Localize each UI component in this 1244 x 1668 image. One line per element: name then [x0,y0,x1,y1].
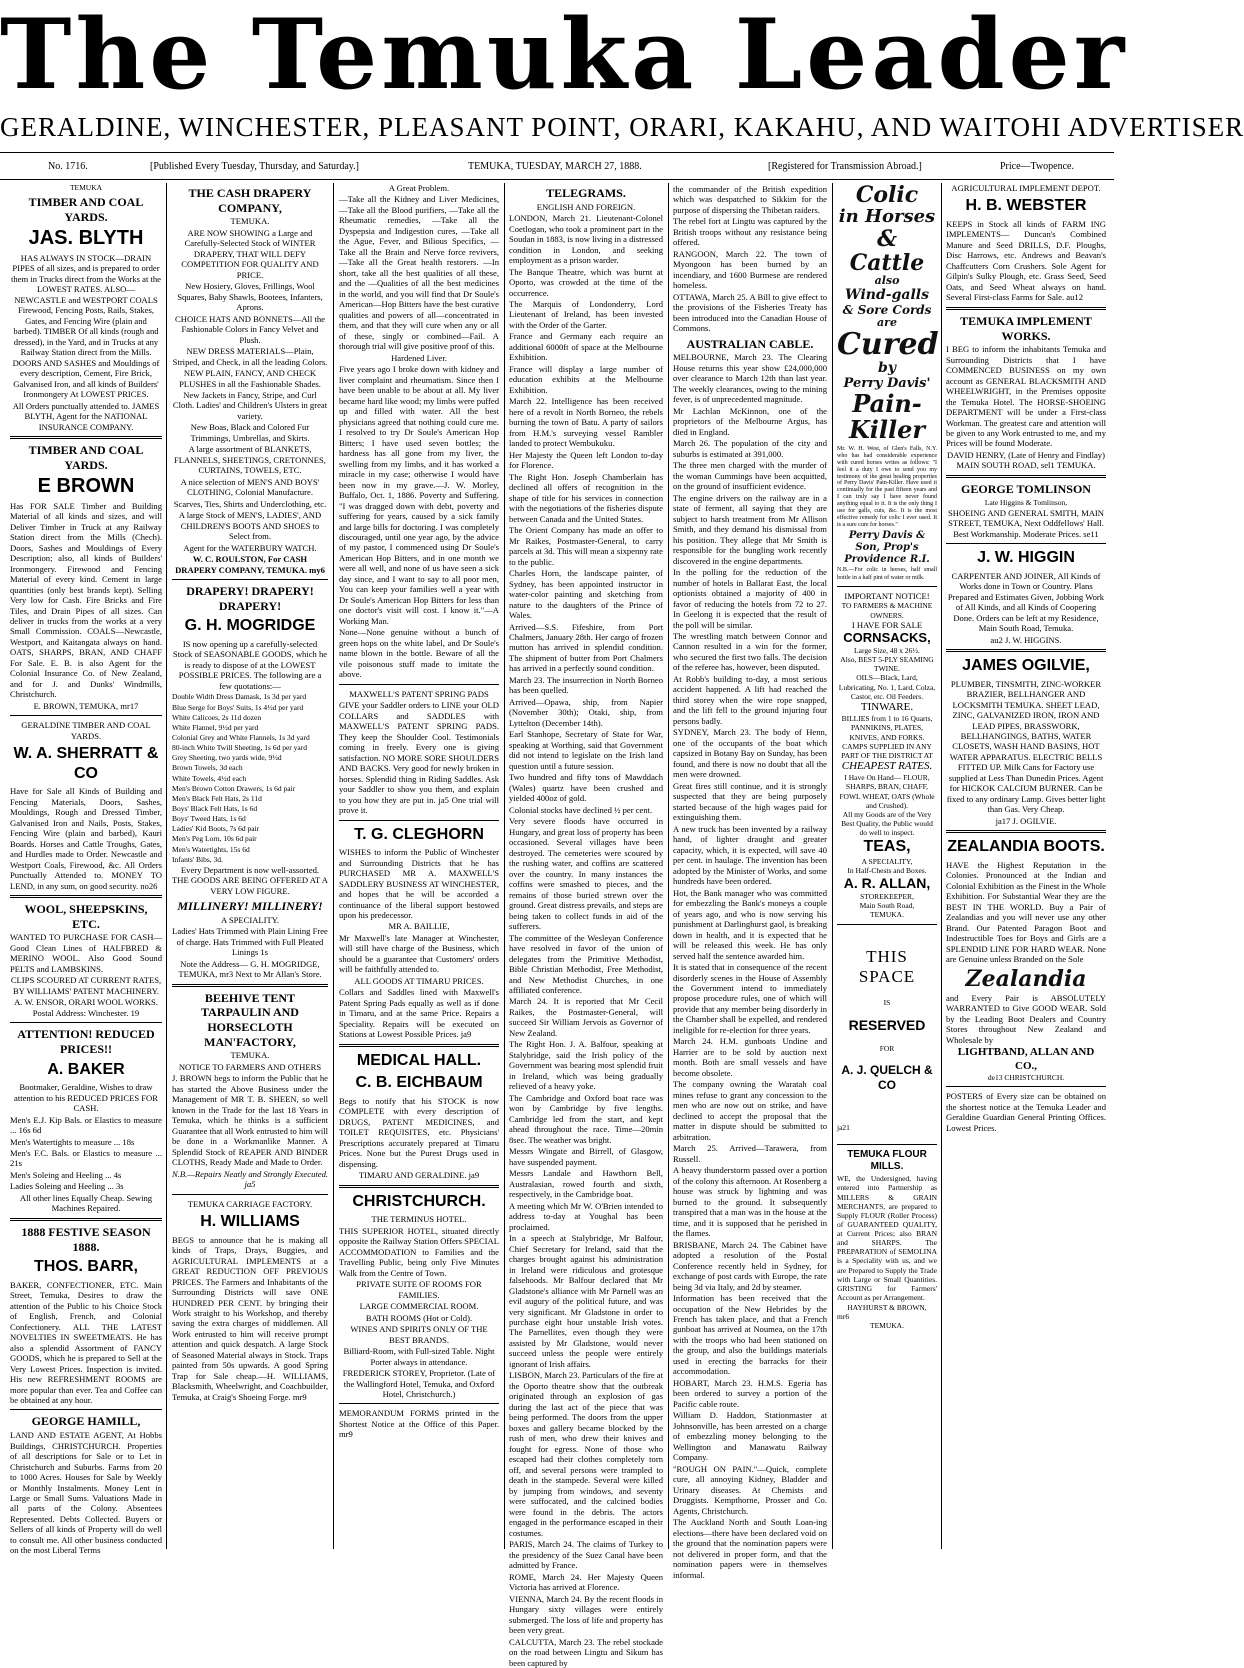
ad-location: TEMUKA. [870,910,904,920]
news-paragraph: The committee of the Wesleyan Conference have resolved in favor of the union of delegates from the Primitive Methodist, Bible Christian Methodist, Free Methodist, and New Methodist Churches, in one affiliated conference. [509,932,663,995]
advertiser-name: HAYHURST & BROWN, [847,1303,927,1313]
newspaper-subtitle: GERALDINE, WINCHESTER, PLEASANT POINT, ORARI, KAKAHU, AND WAITOHI ADVERTISER [0,112,1244,142]
ad-script-line: & Sore Cords [842,303,932,317]
ad-body: CARPENTER AND JOINER, All Kinds of Works done in Town or Country. Plans Prepared and Estimates Given, Jobbing Work of All Kinds, and all Kinds of Coopering Done. Orders can be left at my Residence, Main South Road, Temuka. [947,570,1105,634]
ad-product: CHEAPEST RATES. [841,759,933,772]
ad-body: —Take all the Kidney and Liver Medicines, —Take all the Blood purifiers, —Take all the Rheumatic remedies, —Take all the Dyspepsia and Indigestion cures, —Take all the Ague, Fever, and Bilious Specifics, —Take all the Brain and Nerve force revivers, —Take all the Great health restorers. —In short, take all the best qualities of all these, and the —Qualities of all the best medicines in the world, and you will find that Dr Soule's American—Hop Bitters have the best curative qualities and powers of all—concentrated in them, and that they will cure when any or all of these, singly or combined—Fail. A thorough trial will give positive proof of this. [339,194,499,352]
ad-body: Every Department is now well-assorted. THE GOODS ARE BEING OFFERED AT A VERY LOW FIGURE. [172,864,328,896]
separator [339,1044,499,1047]
separator [946,649,1106,652]
ad-heading: TEMUKA CARRIAGE FACTORY. [187,1198,313,1209]
price-line: Colonial Grey and White Flannels, 1s 3d yard [172,732,310,742]
ad-footer: TIMARU AND GERALDINE. ja9 [358,1170,480,1181]
ad-body: STOREKEEPER, [860,892,914,902]
separator [10,1409,162,1410]
ad-heading: MAXWELL'S PATENT SPRING PADS [349,688,489,699]
ad-location: TEMUKA [69,183,103,192]
ad-list-item: New Jackets in Fancy, Stripe, and Curl Cloth. Ladies' and Children's Ulsters in great variety. [172,390,328,421]
ad-heading: ATTENTION! REDUCED PRICES!! [17,1027,155,1056]
ad-script-line: by [878,360,896,376]
ad-footer: Note the Address— G. H. MOGRIDGE, TEMUKA, mr3 Next to Mr Allan's Store. [178,958,322,980]
advertiser-name: THOS. BARR, [34,1258,138,1276]
separator [339,820,499,821]
ad-heading: 1888 FESTIVE SEASON 1888. [21,1224,151,1254]
ad-heading: TIMBER AND COAL YARDS. [28,443,144,472]
ad-body: In Half-Chests and Boxes. [847,865,927,875]
ad-list-item: NEW DRESS MATERIALS—Plain, Striped, and Check, in all the leading Colors. [172,346,328,367]
ad-script-line: Wind-galls [845,287,929,303]
separator [339,1403,499,1404]
price-line: Blue Serge for Boys' Suits, 1s 4½d per yard [172,702,304,712]
news-paragraph: The Right Hon. Joseph Chamberlain has declined all offers of recognition in the shape of title for his services in connection with the negotiations of the fisheries dispute between Canada and the United States. [509,471,663,524]
advertiser-name: LIGHTBAND, ALLAN AND CO., [957,1046,1095,1072]
ad-body: A SPECIALITY, [861,856,913,866]
ad-code: ja21 [837,1122,850,1132]
ad-body: PLUMBER, TINSMITH, ZINC-WORKER BRAZIER, BELLHANGER AND LOCKSMITH TEMUKA. SHEET LEAD, ZINC, GALVANIZED IRON, IRON AND LEAD PIPES, BRASSWORK, BELLHANGINGS, BATHS, WATER CLOSETS, WASH HAND BASINS, HOT WATER APPARATUS. ELECTRIC BELLS FITTED UP. Milk Cans for Factory use supplied at Less Than Dunedin Prices. Agent for HICKOK CALCIUM BURNER. Can be fixed to any ordinary Lamp. Gives better light than Gas. Very Cheap. [946,678,1106,815]
ad-script-line: are [877,316,897,329]
ad-text: IS [883,998,891,1008]
ad-body: I Have On Hand— FLOUR, SHARPS, BRAN, CHAFF, FOWL WHEAT, OATS (Whole and Crushed). [839,773,935,810]
separator [837,1144,937,1145]
news-paragraph: PARIS, March 24. The claims of Turkey to the presidency of the Suez Canal have been admitted by France. [509,1539,663,1571]
price-line: Men's Peg Lorn, 10s 6d pair [172,834,257,844]
ad-body: Main South Road, [859,901,915,911]
separator [172,984,328,987]
advertiser-name: A. BAKER [47,1060,125,1078]
ad-body: All my Goods are of the Very Best Quality, the Public would do well to inspect. [841,809,933,838]
news-paragraph: Arrived—Opawa, ship, from Napier (November 30th); Otaki, ship, from Lyttelton (December 14th). [509,696,663,728]
advertiser-name: T. G. CLEGHORN [354,825,484,843]
ad-body: THIS SUPERIOR HOTEL, situated directly opposite the Railway Station Offers SPECIAL ACCOMMODATION to Families and the Travelling Public, being only Five Minutes Walk from the Centre of Town. [339,1225,500,1278]
newspaper-title: The Temuka Leader [0,0,1129,111]
news-paragraph: The Auckland North and South Loan-ing elections—there have been declared void on the ground that the nomination papers were not delivered in proper form, and that the nomination papers were in themselves informal. [673,1517,827,1580]
news-paragraph: The rebel fort at Lingtu was captured by the British troops without any resistance being offered. [673,216,827,248]
news-paragraph: In a speech at Stalybridge, Mr Balfour, Chief Secretary for Ireland, said that the charges brought against his administration in Ireland were ridiculous and grotesque falsehoods. Mr Balfour declared that Mr Gladstone's alliance with Mr Parnell was an evil augury of the political future, and was very significant. Mr Gladstone in order to purchase eight hour unstable Irish votes. The Parnellites, even though they were assisted by Mr Gladstone, would never succeed unless the people were entirely ignorant of Irish affairs. [509,1233,663,1369]
ad-list-item: A large assortment of BLANKETS, FLANNELS, SHEETINGS, CRETONNES, CURTAINS, TOWELS, ETC. [174,444,326,476]
separator [946,830,1106,833]
price-line: Men's Watertights, 15s 6d [172,844,250,854]
ad-script-line: & Cattle [849,226,925,276]
news-paragraph: The Cambridge and Oxford boat race was won by Cambridge by five lengths. Cambridge led from the start, and kept ahead throughout the race. Time—20min 8sec. The weather was bright. [509,1092,663,1145]
ad-heading: THE CASH DRAPERY COMPANY, [188,186,312,215]
ad-list-item: Agent for the WATERBURY WATCH. [183,542,317,553]
ad-text: THIS SPACE [858,946,916,987]
news-paragraph: A new truck has been invented by a railway hand, of lighter draught and greater capacity, which, it is expected, will save 40 per cent. in haulage. The invention has been adopted by the Minister of Works, and some hundreds have been ordered. [673,823,827,887]
advertiser-name: H. WILLIAMS [200,1213,300,1231]
ad-body: and Every Pair is ABSOLUTELY WARRANTED to Give GOOD WEAR. Sold by the Leading Boot Dealers and Country Stores throughout New Zealand and Wholesale by [946,992,1106,1045]
ad-list-item: New Hosiery, Gloves, Frillings, Wool Squares, Baby Shawls, Bootees, Infanters, Aprons. [177,281,323,313]
price-line: Infants' Bibs, 3d. [172,854,223,864]
price-line: Boys' Black Felt Hats, 1s 6d [172,803,258,813]
news-paragraph: Messrs Landale and Hawthorn Bell, Australasian, rowed fourth and sixth, respectively, in the Cambridge boat. [509,1168,663,1200]
ad-heading: IMPORTANT NOTICE! [844,590,930,601]
advertiser-name: GEORGE TOMLINSON [961,481,1091,496]
ad-body: MEMORANDUM FORMS printed in the Shortest Notice at the Office of this Paper. mr9 [339,1408,499,1440]
advertiser-name: H. B. WEBSTER [965,197,1087,215]
news-paragraph: Very severe floods have occurred in Hungary, and great loss of property has been occasioned. Several villages have been destroyed. The cemeteries were scoured by the rushing water, and coffins are scattered over the country. In many instances the coffins were smashed to pieces, and the remains of those buried strewn over the ground. Great distress prevails, and steps are being taken to collect funds in aid of the sufferers. [509,816,663,932]
ad-script-line: Colic [855,182,919,208]
ad-list-item: A nice selection of MEN'S AND BOYS' CLOTHING, Colonial Manufacture. [180,476,320,498]
news-paragraph: MELBOURNE, March 23. The Clearing House returns this year show £24,000,000 over clearance to March 12th than last year. The weekly clearances, owing to the mining fever, is of unprecedented magnitude. [673,352,827,405]
news-paragraph: Information has been received that the occupation of the New Hebrides by the French has taken place, and that a French gunboat has arrived at Noumea, on the 17th with the troops who had been stationed on the group, and also the buildings materials used in erecting the barracks for their accommodation. [673,1293,827,1377]
news-paragraph: The wrestling match between Connor and Cannon resulted in a win for the former, who secured the first two falls. The decision of the referee has, however, been disputed. [673,631,827,673]
ad-list-item: BATH ROOMS (Hot or Cold). [365,1312,473,1323]
ad-note: N.B.—For colic in horses, half small bottle in a half pint of water or milk. [837,567,937,581]
ad-body: BAKER, CONFECTIONER, ETC. Main Street, Temuka, Desires to draw the attention of the Public to his Choice Stock of English, French, and Colonial Confectionery. ALL THE LATEST NOVELTIES IN SWEETMEATS. He has also a splendid Assortment of FANCY GOODS, which he is prepared to Sell at the Very Lowest Prices. Inspection is invited. His new REFRESHMENT ROOMS are more popular than ever. Tea and Coffee can be obtained at any hour. [10,1279,162,1405]
column-2 [172,183,328,1549]
ad-list-item: NEW PLAIN, FANCY, AND CHECK PLUSHES in all the Fashionable Shades. [179,368,321,389]
ad-heading: DRAPERY! DRAPERY! DRAPERY! [186,584,314,613]
separator [946,543,1106,544]
section-heading: AUSTRALIAN CABLE. [686,336,814,351]
advertiser-name: GEORGE HAMILL, [31,1414,141,1429]
news-paragraph: France and Germany each require an additional 6000ft of space at the Melbourne Exhibition. [509,331,663,363]
separator [837,586,937,587]
ad-text: FOR [879,1044,895,1054]
ad-subheading: TO FARMERS & MACHINE OWNERS. [841,601,933,620]
ad-body: Has FOR SALE Timber and Building Material of all kinds and sizes, and will Deliver Timber in Truck at any Railway Station direct from the Mills (Chech). Doors, Sashes and Mouldings of Every Description; also, all kinds of Builders' Ironmongery. Firewood and Fencing Material of every kind. Cement in large quantities (only best brands kept). Selling Very low for Cash. Fire Bricks and Fire Tiles, and Drain Pipes of all sizes. Can deliver in trucks from the works at a very Small Commission. COALS—Newcastle, Westport, and Kaitangata always on hand. OATS, SHARPS, BRAN, AND CHAFF For Sale. E. B. is also Agent for the Colonial Insurance Co. of New Zealand, and for J. and Dunks' Windmills, Christchurch. [10,500,162,700]
ad-testimonial: Mr. W. H. West, of Glen's Falls, N.Y. who has had considerable experience with cured horses writes as follows: "I feel it a duty I owe to send you my testimony of the great healing properties of Perry Davis' Pain-Killer. Have used it continually for the past fifteen years and I can truly say I have never found anything equal to it. It is the only thing I use for galls, cuts, &c. It is the most effective remedy for colic I ever used. It is a sure cure for horses." [837,446,937,528]
ad-code: mr6 [837,1312,850,1322]
price-line: Men's Soleing and Heeling ... 4s [10,1169,122,1180]
news-paragraph: HOBART, March 23. H.M.S. Egeria has been ordered to survey a portion of the Pacific cable route. [673,1377,827,1409]
ad-heading: MILLINERY! MILLINERY! [177,899,323,914]
ad-script-line: in Horses [838,206,936,227]
column-5-cables [673,183,827,1580]
ad-body: HAS ALWAYS IN STOCK—DRAIN PIPES of all sizes, and is prepared to order them in Trucks direct from the Works at the LOWEST RATES. ALSO— NEWCASTLE and WESTPORT COALS Firewood, Fencing Posts, Rails, Stakes, Gates, and Fencing Wire (plain and barbed). TIMBER Of all kinds (rough and dressed), in the Yard, and in Trucks at any Railway Station direct from the Mills. DOORS AND SASHES and Mouldings of every description, Cement, Fire Brick, Galvanised Iron, and all kinds of Builders' Ironmongery At LOWEST PRICES. [11,252,161,400]
news-paragraph: Colonial stocks have declined ½ per cent. [509,804,653,815]
price-line: Men's E.J. Kip Bals. or Elastics to measure ... 16s 6d [10,1114,162,1136]
news-paragraph: March 26. The population of the city and suburbs is estimated at 391,000. [673,438,827,459]
news-paragraph: Arrived—S.S. Fifeshire, from Port Chalmers, January 28th. Her cargo of frozen mutton has arrived in splendid condition. The shipment of butter from Port Chalmers has arrived in a perfectly sound condition. [509,621,663,674]
ad-body: ALL GOODS AT TIMARU PRICES. [354,975,484,986]
price-line: Grey Sheeting, two yards wide, 9½d [172,753,282,763]
ad-body: Begs to notify that his STOCK is now COMPLETE with every description of DRUGS, PATENT MEDICINES, and TOILET REQUISITES, etc. Physicians' Prescriptions accurately prepared at Timaru Prices. None but the Purest Drugs used in dispensing. [339,1095,499,1169]
ad-body: IS now opening up a carefully-selected Stock of SEASONABLE GOODS, which he is ready to dispose of at the LOWEST POSSIBLE PRICES. The following are a few quotations:— [172,639,328,691]
ad-heading: TEMUKA IMPLEMENT WORKS. [960,313,1092,343]
price-line: Men's F.C. Bals. or Elastics to measure ... 21s [10,1147,162,1169]
ad-body: Bootmaker, Geraldine, Wishes to draw attention to his REDUCED PRICES FOR CASH. [14,1082,158,1114]
ad-script-line: Killer [848,415,926,444]
column-rule [832,183,833,1549]
advertiser-name: G. H. MOGRIDGE [184,617,316,635]
news-paragraph: Messrs Wingate and Birrell, of Glasgow, have suspended payment. [509,1146,663,1167]
ad-heading: WOOL, SHEEPSKINS, ETC. [24,902,148,931]
ad-script-line: Pain- [852,389,922,418]
ad-code: de13 CHRISTCHURCH. [987,1072,1065,1082]
ad-body: WE, the Undersigned, having entered into Partnership as MILLERS & GRAIN MERCHANTS, are prepared to Supply FLOUR (Roller Process) of GUARANTEED QUALITY, at Current Prices; also BRAN and SHARPS. The PREPARATION of SEMOLINA is a Speciality with us, and we are Prepared to Supply the Trade with Large or Small Quantities. GRISTING for Farmers' Account as per Arrangement. [837,1174,937,1303]
news-paragraph: Earl Stanhope, Secretary of State for War, speaking at Worthing, said that Government did not intend to legislate on the Irish land question until a future session. [509,729,663,771]
advertiser-name: A. J. QUELCH & CO [841,1063,933,1093]
news-paragraph: LISBON, March 23. Particulars of the fire at the Oporto theatre show that the outbreak originated through an explosion of gas during the last act of the piece that was being performed. The doors from the upper boxes and gallery became blocked by the rush of men, who drew their knives and fought for egress. None of those who escaped had their clothes completely torn off, and several persons were trampled to death in the stampede. Several were killed by jumping from windows, and seventy were suffocated, and the calcined bodies were found in the debris. The actors engaged in the performance escaped in their costumes. [509,1370,663,1538]
column-rule [504,183,505,1549]
ad-text: RESERVED [848,1017,926,1034]
advertiser-name: W. A. SHERRATT & CO [13,745,159,782]
ad-footer: N.B.—Repairs Neatly and Strongly Executed. ja5 [172,1168,329,1190]
news-paragraph: It is stated that in consequence of the recent disorderly scenes in the House of Assembly the Government intend to immediately propose procedure rules, one of which will provide that any member being disorderly in the Chamber shall be expelled, and rendered ineligible for re-election for three years. [673,962,827,1035]
separator [10,715,162,716]
news-paragraph: Hot, the Bank manager who was committed for embezzling the Bank's moneys a couple of years ago, and who is now serving his punishment at Darlinghurst gaol, is breaking down in health, and it is expected that he will be released this week. He has only served half the sentence awarded him. [673,887,827,961]
news-paragraph: The three men charged with the murder of the woman Cummings have been acquitted, on the ground of insufficient evidence. [673,460,827,492]
ad-signature-city: Providence R.I. [844,554,930,566]
separator [339,1185,499,1188]
ad-body: I HAVE FOR SALE [851,619,923,630]
ad-heading: BEEHIVE TENT TARPAULIN AND HORSECLOTH MAN'FACTORY, [201,990,299,1049]
separator [946,1086,1106,1087]
ad-script-line: Perry Davis' [843,376,931,391]
ad-script-line: Cured [837,327,939,362]
news-paragraph: March 23. The insurrection in North Borneo has been quelled. [509,674,663,696]
price-line: Men's Black Felt Hats, 2s 11d [172,793,262,803]
advertiser-name: JAS. BLYTH [28,227,144,250]
news-paragraph: Two hundred and fifty tons of Mawddach (Wales) quartz have been crushed and yielded 400oz of gold. [509,772,663,804]
ad-heading: MEDICAL HALL. [356,1051,482,1069]
ad-footer: W. C. ROULSTON, For CASH DRAPERY COMPANY, TEMUKA. my6 [175,554,325,575]
ad-footer: FREDERICK STOREY, Proprietor. (Late of the Wallingford Hotel, Temuka, and Oxford Hotel, Christchurch.) [342,1368,496,1399]
ad-list-item: Scarves, Ties, Shirts and Underclothing, etc. [173,498,327,509]
separator [172,579,328,580]
ad-signature: Perry Davis & Son, Prop's [848,529,926,553]
news-paragraph: March 24. It is reported that Mr Cecil Raikes, the Postmaster-General, will succeed Sir William Jervois as Governor of New Zealand. [509,996,663,1038]
column-6 [837,183,937,1549]
ad-body: Collars and Saddles lined with Maxwell's Patent Spring Pads equally as well as if done in Timaru, and at the same Price. Repairs a Speciality. Repairs will be executed on Stations at Lowest Possible Prices. ja9 [339,987,499,1040]
news-paragraph: The Orient Company has made an offer to Mr Raikes, Postmaster-General, to carry parcels at 3d. This will mean a sixpenny rate to the public. [509,525,663,567]
news-paragraph: William D. Haddon, Stationmaster at Johnsonville, has been arrested on a charge of embezzling money belonging to the Wellington and Manawatu Railway Company. [673,1410,827,1463]
ad-heading: TEMUKA FLOUR MILLS. [847,1148,927,1173]
ad-heading: TIMBER AND COAL YARDS. [28,195,144,224]
ad-body: SHOEING AND GENERAL SMITH, MAIN STREET, TEMUKA, Next Oddfellows' Hall. Best Workmanship. Moderate Prices. se11 [947,507,1105,539]
ad-body: Large Size, 48 x 26½. [854,645,920,655]
ad-list-item: A large Stock of MEN'S, LADIES', AND CHILDREN'S BOOTS AND SHOES to Select from. [178,510,322,542]
masthead [0,0,1129,112]
ad-body: CAMPS SUPPLIED IN ANY PART OF THE DISTRICT AT [841,741,933,760]
separator [946,307,1106,310]
ad-footer: ja17 J. OGILVIE. [995,815,1057,826]
ad-script-line: also [874,274,900,287]
advertiser-name: E BROWN [37,475,135,498]
column-rule [941,183,942,1549]
price-line: Boys' Tweed Hats, 1s 6d [172,814,246,824]
zealandia-script-logo: Zealandia [965,965,1087,992]
news-paragraph: Her Majesty the Queen left London to-day for Florence. [509,449,663,471]
news-paragraph: The company owning the Waratah coal mines refuse to grant any concession to the men who are now out on strike, and have declined to accept the proposal that the matter in dispute should be submitted to arbitration. [673,1079,827,1142]
price-line: Men's Watertights to measure ... 18s [10,1136,135,1147]
ad-product: TINWARE. [860,700,914,713]
price-line: White Calicoes, 2s 11d dozen [172,712,262,722]
separator [10,436,162,439]
column-rule [333,183,334,1549]
section-subheading: ENGLISH AND FOREIGN. [536,201,636,212]
news-paragraph: OTTAWA, March 25. A Bill to give effect to the provisions of the Fisheries Treaty has been introduced into the Canadian House of Commons. [673,291,827,334]
ad-body: ARE NOW SHOWING a Large and Carefully-Selected Stock of WINTER DRAPERY, THAT WILL DEFY COMPETITION FOR QUALITY AND PRICE. [181,227,319,280]
news-paragraph: CALCUTTA, March 23. The rebel stockade on the road between Lingtu and Sikum has been captured by [509,1636,663,1668]
ad-location: TEMUKA. [230,216,270,227]
section-heading: TELEGRAMS. [546,186,626,200]
ad-list-item: LARGE COMMERCIAL ROOM. [359,1301,479,1312]
ad-body: J. BROWN begs to inform the Public that he has started the Above Business under the Management of MR T. B. SHEEN, so well known in the Trade for the last 18 Years in Temuka, which he thinks is a sufficient Guarantee that all Work entrusted to him will be done in a Workmanlike Manner. A Splendid Stock of REAPER AND BINDER CLOTHS, Ready Made and Made to Order. [172,1073,328,1168]
news-paragraph: SYDNEY, March 23. The body of Henn, one of the occupants of the boat which capsized in Botany Bay on Sunday, has been found, and there is now no doubt that all the men were drowned. [673,727,827,780]
ad-body: WISHES to inform the Public of Winchester and Surrounding Districts that he has PURCHASED MR A. MAXWELL'S SADDLERY BUSINESS AT WINCHESTER, and hopes that he will be accorded a continuance of the liberal support bestowed upon his predecessor. [339,847,499,920]
column-4-telegrams [509,183,663,1668]
ad-heading: CHRISTCHURCH. [352,1192,486,1210]
ad-location: TEMUKA. [870,1321,904,1331]
ad-list-item: WINES AND SPIRITS ONLY OF THE BEST BRANDS. [350,1324,488,1345]
news-paragraph: Mr Lachlan McKinnon, one of the proprietors of the Melbourne Argus, has died in England. [673,405,827,437]
separator [10,1022,162,1023]
price-line: Men's Brown Cotton Drawers, 1s 6d pair [172,783,296,793]
price-line: Ladies' Kid Boots, 7s 6d pair [172,824,260,834]
news-paragraph: Charles Horn, the landscape painter, of Sydney, has been appointed instructor in water-color painting and sketching from nature to the daughters of the Prince of Wales. [509,568,663,621]
news-paragraph: A heavy thunderstorm passed over a portion of the colony this afternoon. At Rosenberg a house was struck by lightning and was burned to the ground. It subsequently transpired that a man was in the house at the time, and it is supposed that he perished in the flames. [673,1165,827,1239]
news-paragraph: March 25. Arrived—Tarawera, from Russell. [673,1143,827,1164]
ad-list-item: Billiard-Room, with Full-sized Table. Night Porter always in attendance. [343,1346,495,1367]
advertiser-name: JAMES OGILVIE, [962,657,1090,675]
ad-footer: au2 J. W. HIGGINS. [990,634,1062,645]
ad-body: I BEG to inform the inhabitants Temuka and Surrounding Districts that I have COMMENCED BUSINESS on my own account as GENERAL BLACKSMITH AND WHEELWRIGHT, in the Premises opposite the Temuka Hotel. The HORSE-SHOEING DEPARTMENT will be under a First-class Workman. The greatest care and attention will be given to any Work entrusted to me, and my Prices will be found Moderate. [946,344,1106,449]
separator [837,924,937,925]
column-7 [946,183,1106,1549]
ad-product: TEAS, [863,838,911,856]
place-and-date: TEMUKA, TUESDAY, MARCH 27, 1888. [468,161,642,172]
news-paragraph: RANGOON, March 22. The town of Myongoon has been burned by an incendiary, and 1600 Burmese are rendered homeless. [673,248,827,291]
news-paragraph: The Marquis of Londonderry, Lord Lieutenant of Ireland, has been invested with the Order of the Garter. [509,298,663,330]
ad-body: LAND AND ESTATE AGENT, At Hobbs Buildings, CHRISTCHURCH. Properties of all descriptions for Sale or to Let in Christchurch and Suburbs. Farms from 20 to 1000 Acres. Houses for Sale by Weekly or Monthly Instalments. Money Lent in Large or Small Sums. Valuations Made in all parts of the Colony. Absentees Represented. Debts Collected. Buyers or Sellers of all kinds of Property will do well to consult me. All other business conducted on the most Liberal Terms [10,1430,162,1556]
news-paragraph: The Banque Theatre, which was burnt at Oporto, was crowded at the time of the occurrence. [509,266,663,298]
news-paragraph: Great fires still continue, and it is strongly suspected that they are being purposely started because of the high wages paid for extinguishing them. [673,780,827,823]
ad-subheading: A SPECIALITY. [220,914,280,925]
ad-list-item: New Boas, Black and Colored Fur Trimmings, Umbrellas, and Skirts. [190,422,310,443]
price-line: 80-inch White Twill Sheeting, 1s 6d per yard [172,743,308,753]
ad-location: TEMUKA. [230,1050,270,1061]
ad-body: CLIPS SCOURED AT CURRENT RATES, BY WILLIAMS' PATENT MACHINERY. [10,975,162,996]
news-paragraph: France will display a large number of education exhibits at the Melbourne Exhibition. [509,363,663,395]
ad-list-item: PRIVATE SUITE OF ROOMS FOR FAMILIES. [356,1279,482,1300]
ad-body: WANTED TO PURCHASE FOR CASH—Good Clean Lines of HALFBRED & MERINO WOOL. Also Good Sound PELTS and LAMBSKINS. [10,932,162,974]
issue-number: No. 1716. [48,161,88,172]
ad-body: Five years ago I broke down with kidney and liver complaint and rheumatism. Since then I have been unable to be about at all. My liver became hard like wood; my limbs were puffed up and filled with water. All the best physicians agreed that nothing could cure me. I resolved to try Dr Soule's American Hop Bitters; I have used seven bottles; the hardness has all gone from my liver, the swelling from my limbs, and it has worked a miracle in my case; otherwise I would have been now in my grave.—J. W. Morley, Buffalo, Oct. 1, 1886. Poverty and Suffering. "I was dragged down with debt, poverty and suffering for years, caused by a sick family and large bills for doctoring. I was completely discouraged, until one year ago, by the advice of my pastor, I commenced using Dr Soule's American Hop Bitters, and in one month we were all well, and none of us have seen a sick day since, and I want to say to all poor men, You can keep your families well a year with Dr Soule's American Hop Bitters for less than one doctor's visit will cost. I know it."—A Working Man. [339,364,499,626]
ad-body: HAVE the Highest Reputation in the Colonies. Pronounced at the Indian and Colonial Exhibition as the Finest in the Whole Exhibition. For Substantial Wear they are the BEST IN THE WORLD. Buy a Pair of Zealandias and you will never use any other Brand. Our Patented Paragon Boot and Indestructible Toes for Boys and Girls are a SPLENDID LINE FOR HARD WEAR. None are Genuine unless Branded on the Sole [946,859,1106,965]
ad-body: OILS—Black, Lard, Lubricating, No. 1, Lard, Colza, Castor, etc. Oil Feeders. [838,673,936,701]
ad-body: BEGS to announce that he is making all kinds of Traps, Drays, Buggies, and AGRICULTURAL IMPLEMENTS at a GREAT REDUCTION OFF PREVIOUS PRICES. The Farmers and Inhabitants of the Surrounding Districts will save ONE HUNDRED PER CENT. by bringing their Work straight to his Workshop, and thereby saving the extra charges of middlemen. All Work entrusted to him will receive prompt attention and quick despatch. A large Stock of Seasoned Material always in Stock. Traps painted from 50s upwards. A good Spring Trap for Sale cheap.—H. WILLIAMS, Blacksmith, Wheelwright, and Coachbuilder, Temuka, at Craig's Shoeing Forge. mr9 [172,1234,328,1402]
ad-product: CORNSACKS, [843,630,931,646]
ad-body: GIVE your Saddler orders to LINE your OLD COLLARS and SADDLES with MAXWELL'S PATENT SPRING PADS. They keep the Shoulder Cool. Testimonials coming in freely. Every one is giving satisfaction. NO MORE SORE SHOULDERS AND BACKS. Very good for newly broken in horses. Splendid thing in Riding Saddles. Ask your Saddler to show you them, and explain to you how they are put in. ja5 One trial will prove it. [339,700,499,816]
ad-footer: DAVID HENRY, (Late of Henry and Findlay) MAIN SOUTH ROAD, sel1 TEMUKA. [947,449,1105,471]
price: Price—Twopence. [1000,161,1074,172]
publication-schedule: [Published Every Tuesday, Thursday, and Saturday.] [150,161,359,172]
news-paragraph: March 24. H.M. gunboats Undine and Harrier are to be sold by auction next month. Both are small vessels and have become obsolete. [673,1036,827,1078]
column-rule [166,183,167,1549]
ad-body: None—None genuine without a bunch of green hops on the white label, and Dr Soule's name blown in the bottle. Beware of all the vile poisonous stuff made to imitate the above. [339,627,499,680]
advertiser-name: J. W. HIGGIN [977,549,1075,567]
reserved-space-ad [837,929,937,1140]
ad-subheading: NOTICE TO FARMERS AND OTHERS [178,1061,322,1072]
separator [172,1194,328,1195]
separator [10,895,162,898]
separator [339,684,499,685]
ad-footer: E. BROWN, TEMUKA, mr17 [33,700,139,711]
ad-heading: AGRICULTURAL IMPLEMENT DEPOT. [951,183,1101,193]
price-line: Double Width Dress Damask, 1s 3d per yard [172,692,307,702]
price-line: Brown Towels, 3d each [172,763,243,773]
ad-subheading: Late Higgins & Tomlinson, [984,497,1068,507]
news-paragraph: VIENNA, March 24. By the recent floods in Hungary sixty villages were entirely submerged. The loss of life and property has been very great. [509,1593,663,1636]
news-paragraph: A meeting which Mr W. O'Brien intended to address to-day at Youghal has been proclaimed. [509,1200,663,1232]
ad-subheading: MR A. BAILLIE, [388,921,450,932]
ad-heading: GERALDINE TIMBER AND COAL YARDS. [21,720,151,741]
ad-footer: A. W. ENSOR, ORARI WOOL WORKS. Postal Address: Winchester. 19 [14,997,158,1018]
price-line: White Flannel, 9½d per yard [172,722,259,732]
advertiser-name: A. R. ALLAN, [843,875,931,892]
separator [946,475,1106,478]
news-paragraph: the commander of the British expedition which was despatched to Sikkim for the purpose of dispersing the Thibetan raiders. [673,184,827,215]
registration-note: [Registered for Transmission Abroad.] [768,161,922,172]
news-paragraph: LONDON, March 21. Lieutenant-Colonel Coetlogan, who took a prominent part in the Soudan in 1883, is now living in a distressed condition in London, and seeking employment as a prison warder. [509,213,663,266]
ad-body: Also, BEST 5-PLY SEAMING TWINE. [840,655,934,674]
ad-list-item: CHOICE HATS AND BONNETS—All the Fashionable Colors in Fancy Velvet and Plush. [175,313,325,345]
news-paragraph: In the polling for the reduction of the number of hotels in Ballarat East, the local optionists obtained a majority of 400 in favor of reducing the hotels from 72 to 27. In Geelong it is expected that the result of the poll will be similar. [673,567,827,630]
ad-body: KEEPS in Stock all kinds of FARM ING IMPLEMENTS— Duncan's Combined Manure and Seed DRILLS, D.F. Ploughs, Disc Harrows, etc. Andrews and Beavan's Chaffcutters Corn Crushers. Sole Agent for Gilpin's Sulky Plough, etc. Grass Seed, Seed Oats, and Seed Wheat always on hand. Several First-class Farms for Sale. au12 [946,219,1106,303]
ad-body: Have for Sale all Kinds of Building and Fencing Materials, Doors, Sashes, Mouldings, Rough and Dressed Timber, Galvanised Iron and Nails, Posts, Stakes, Fencing Wire (plain and barbed), Kauri Boards. Horses and Cattle Troughs, Gates, and Hurdles made to Order. Newcastle and Westport Coals, Firewood, &c. All Orders Punctually Attended to. MONEY TO LEND, in any sum, on good security. no26 [10,786,162,891]
column-1 [10,183,162,1556]
news-paragraph: The engine drivers on the railway are in a state of ferment, all saying that they are subject to harsh treatment from Mr Allison Smith, and they demand his dismissal from his position. They allege that Mr Smith is responsible for the bungling work recently discovered in the engine departments. [673,492,827,566]
ad-footer: All Orders punctually attended to. JAMES BLYTH, Agent for the NATIONAL INSURANCE COMPANY. [12,400,160,432]
advertiser-name: ZEALANDIA BOOTS. [947,838,1105,856]
price-line: Ladies Soleing and Heeling ... 3s [10,1181,124,1192]
column-3 [339,183,499,1549]
news-paragraph: At Robb's building to-day, a most serious accident happened. A lift had reached the third storey when the wire rope snapped, and the lift fell to the ground injuring four persons badly. [673,673,827,726]
price-line: White Towels, 4½d each [172,773,247,783]
ad-subheading: THE TERMINUS HOTEL. [371,1214,467,1225]
advertiser-name: C. B. EICHBAUM [355,1074,483,1092]
ad-body: BILLIES from 1 to 16 Quarts, PANNIKINS, PLATES, KNIVES, AND FORKS. [841,714,933,742]
ad-subheading: Hardened Liver. [391,352,447,363]
dateline-bar [0,152,1114,180]
pain-killer-ad [837,183,937,445]
ad-body: Ladies' Hats Trimmed with Plain Lining Free of charge. Hats Trimmed with Full Pleated Linings 1s [172,926,328,958]
ad-heading: A Great Problem. [388,183,450,193]
news-paragraph: BRISBANE, March 24. The Cabinet have adopted a resolution of the Postal Conference recently held in Sydney, for exchange of post cards with Europe, the rate being 3d via Italy, and 2d by steamer. [673,1239,827,1292]
ad-footer: All other lines Equally Cheap. Sewing Machines Repaired. [19,1192,153,1214]
news-paragraph: ROME, March 24. Her Majesty Queen Victoria has arrived at Florence. [509,1571,663,1593]
news-paragraph: March 22. Intelligence has been received here of a revolt in North Borneo, the rebels burning the town of Batu. A party of sailors from H.M.'s surveying vessel Rambler landed to protect Wembukuku. [509,396,663,449]
column-rule [668,183,669,1549]
separator [10,1218,162,1221]
ad-body: POSTERS of Every size can be obtained on the shortest notice at the Temuka Leader and Geraldine Guardian General Printing Offices. Lowest Prices. [946,1091,1106,1133]
news-paragraph: "ROUGH ON PAIN."—Quick, complete cure, all annoying Kidney, Bladder and Urinary diseases. At Chemists and Druggists. Kempthorne, Prosser and Co. Agents, Christchurch. [673,1463,827,1516]
news-paragraph: The Right Hon. J. A. Balfour, speaking at Stalybridge, said the Irish policy of the Government was bearing most splendid fruit in Ireland, which was being gradually relieved of a heavy yoke. [509,1039,663,1092]
ad-body: Mr Maxwell's late Manager at Winchester, will still have charge of the Business, which should be a guarantee that Customers' orders will be faithfully attended to. [339,932,499,975]
